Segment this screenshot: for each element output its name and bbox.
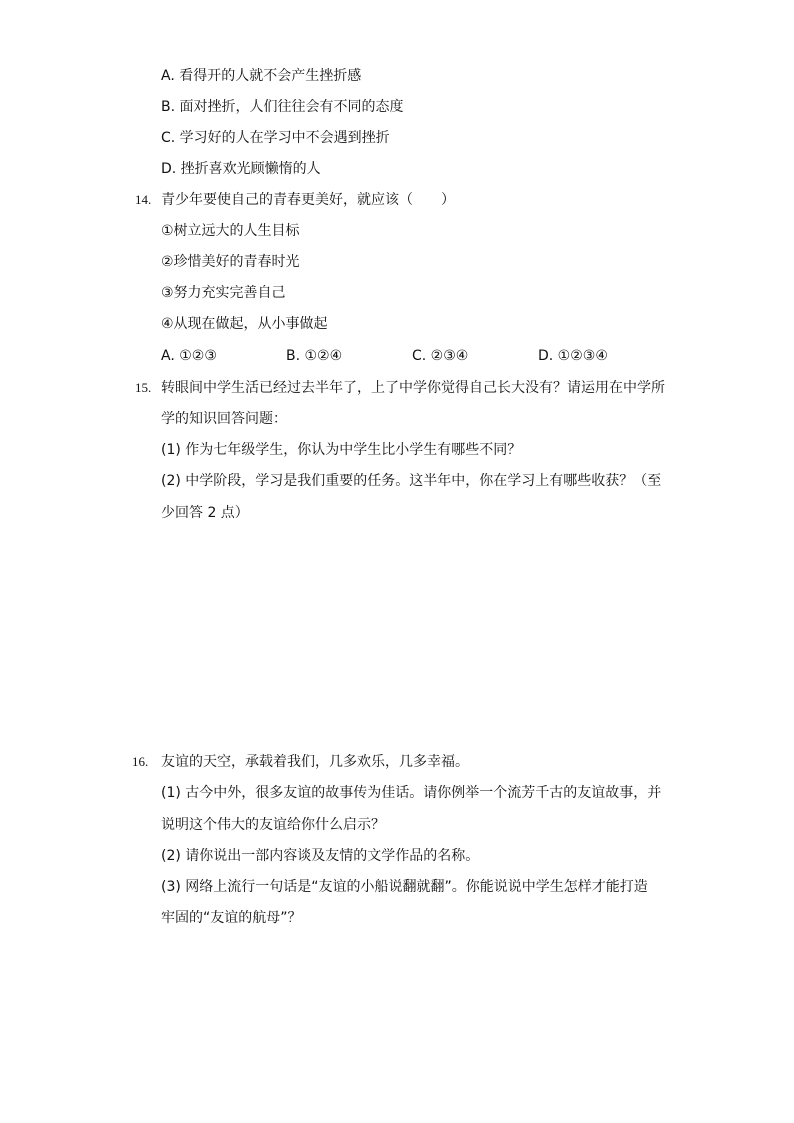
q13-option-b: B. 面对挫折，人们往往会有不同的态度 xyxy=(161,99,404,115)
q15-stem-line-2: 学的知识回答问题： xyxy=(161,411,287,427)
q15-sub-1: (1) 作为七年级学生，你认为中学生比小学生有哪些不同？ xyxy=(161,442,522,458)
q15-sub-2-line-2: 少回答 2 点） xyxy=(161,505,249,521)
q14-item-3: ③努力充实完善自己 xyxy=(161,285,286,301)
q14-choice-b: B. ①②④ xyxy=(286,348,343,364)
q14-item-1: ①树立远大的人生目标 xyxy=(161,223,300,239)
q16-number: 16. xyxy=(132,754,149,769)
q14-item-4: ④从现在做起，从小事做起 xyxy=(161,316,328,332)
q13-option-a: A. 看得开的人就不会产生挫折感 xyxy=(161,68,362,84)
q14-choices xyxy=(161,346,641,366)
q16-sub-3-line-2: 牢固的“友谊的航母”？ xyxy=(161,910,302,926)
q16-stem: 友谊的天空，承载着我们，几多欢乐，几多幸福。 xyxy=(161,754,469,770)
q14-choice-c: C. ②③④ xyxy=(412,348,469,364)
q16-sub-3-line-1: (3) 网络上流行一句话是“友谊的小船说翻就翻”。你能说说中学生怎样才能打造 xyxy=(161,879,648,895)
q15-stem-line-1: 转眼间中学生活已经过去半年了，上了中学你觉得自己长大没有？请运用在中学所 xyxy=(161,380,665,396)
q14-item-2: ②珍惜美好的青春时光 xyxy=(161,254,300,270)
q15-number: 15. xyxy=(135,380,152,395)
q16-sub-1-line-2: 说明这个伟大的友谊给你什么启示？ xyxy=(161,817,385,833)
q15-sub-2-line-1: (2) 中学阶段，学习是我们重要的任务。这半年中，你在学习上有哪些收获？（至 xyxy=(161,473,662,489)
q16-sub-2: (2) 请你说出一部内容谈及友情的文学作品的名称。 xyxy=(161,848,480,864)
q14-stem: 青少年要使自己的青春更美好，就应该（ ） xyxy=(161,192,455,208)
q16-sub-1-line-1: (1) 古今中外，很多友谊的故事传为佳话。请你例举一个流芳千古的友谊故事，并 xyxy=(161,785,662,801)
q14-choice-a: A. ①②③ xyxy=(161,348,217,364)
q13-option-c: C. 学习好的人在学习中不会遇到挫折 xyxy=(161,130,390,146)
q14-number: 14. xyxy=(135,192,152,207)
q14-choice-d: D. ①②③④ xyxy=(538,348,608,364)
q13-option-d: D. 挫折喜欢光顾懒惰的人 xyxy=(161,161,321,177)
